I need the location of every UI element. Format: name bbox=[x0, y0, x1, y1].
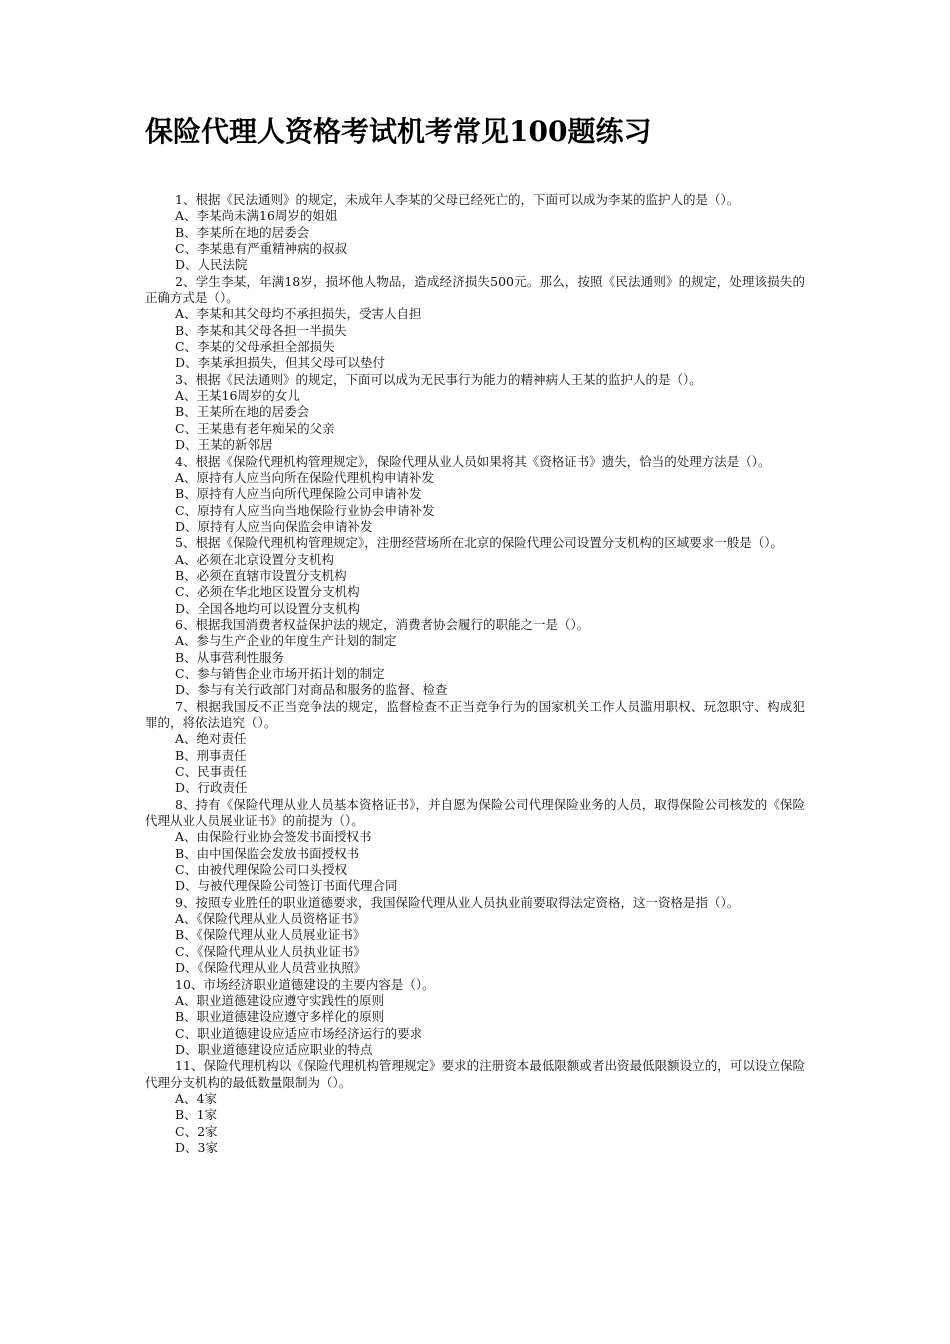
question-7 bbox=[145, 699, 805, 797]
question-stem: 4、根据《保险代理机构管理规定》，保险代理从业人员如果将其《资格证书》遗失，恰当的处理方法是（）。 bbox=[175, 453, 771, 469]
question-5 bbox=[145, 535, 805, 617]
question-9 bbox=[145, 895, 805, 977]
option-b: B、刑事责任 bbox=[175, 747, 247, 763]
option-b: B、职业道德建设应遵守多样化的原则 bbox=[175, 1009, 385, 1025]
option-c: C、李某患有严重精神病的叔叔 bbox=[175, 241, 348, 257]
option-a: A、李某尚未满16周岁的姐姐 bbox=[175, 208, 338, 224]
question-stem: 7、根据我国反不正当竞争法的规定，监督检查不正当竞争行为的国家机关工作人员滥用职权、玩忽职守、构成犯罪的，将依法追究（）。 bbox=[145, 698, 805, 730]
question-stem: 5、根据《保险代理机构管理规定》，注册经营场所在北京的保险代理公司设置分支机构的区域要求一般是（）。 bbox=[175, 535, 783, 551]
option-c: C、原持有人应当向当地保险行业协会申请补发 bbox=[175, 502, 435, 518]
question-3 bbox=[145, 372, 805, 454]
option-b: B、王某所在地的居委会 bbox=[175, 404, 310, 420]
question-10 bbox=[145, 977, 805, 1059]
option-c: C、职业道德建设应适应市场经济运行的要求 bbox=[175, 1025, 423, 1041]
option-d: D、《保险代理从业人员营业执照》 bbox=[175, 960, 367, 976]
option-d: D、参与有关行政部门对商品和服务的监督、检查 bbox=[175, 682, 448, 698]
option-b: B、李某所在地的居委会 bbox=[175, 224, 310, 240]
question-1 bbox=[145, 192, 805, 274]
question-stem: 9、按照专业胜任的职业道德要求，我国保险代理从业人员执业前要取得法定资格，这一资格是指（）。 bbox=[175, 894, 740, 910]
question-stem: 8、持有《保险代理从业人员基本资格证书》，并自愿为保险公司代理保险业务的人员，取得保险公司核发的《保险代理从业人员展业证书》的前提为（）。 bbox=[145, 796, 805, 829]
option-d: D、与被代理保险公司签订书面代理合同 bbox=[175, 878, 398, 894]
option-c: C、李某的父母承担全部损失 bbox=[175, 339, 335, 355]
option-d: D、李某承担损失，但其父母可以垫付 bbox=[175, 355, 386, 371]
option-b: B、从事营利性服务 bbox=[175, 649, 285, 665]
option-a: A、王某16周岁的女儿 bbox=[175, 388, 300, 404]
option-a: A、李某和其父母均不承担损失，受害人自担 bbox=[175, 306, 422, 322]
option-b: B、由中国保监会发放书面授权书 bbox=[175, 845, 360, 861]
option-d: D、行政责任 bbox=[175, 780, 248, 796]
option-c: C、王某患有老年痴呆的父亲 bbox=[175, 420, 335, 436]
question-stem: 2、学生李某，年满18岁，损坏他人物品，造成经济损失500元。那么，按照《民法通则》的规定，处理该损失的正确方式是（）。 bbox=[145, 273, 805, 306]
option-c: C、2家 bbox=[175, 1123, 218, 1139]
option-d: D、全国各地均可以设置分支机构 bbox=[175, 600, 361, 616]
option-a: A、职业道德建设应遵守实践性的原则 bbox=[175, 992, 385, 1008]
option-d: D、职业道德建设应适应职业的特点 bbox=[175, 1041, 373, 1057]
option-b: B、原持有人应当向所代理保险公司申请补发 bbox=[175, 486, 422, 502]
option-b: B、1家 bbox=[175, 1107, 218, 1123]
option-d: D、王某的新邻居 bbox=[175, 437, 273, 453]
question-stem: 10、市场经济职业道德建设的主要内容是（）。 bbox=[175, 976, 435, 992]
document-title: 保险代理人资格考试机考常见100题练习 bbox=[145, 115, 652, 148]
option-c: C、参与销售企业市场开拓计划的制定 bbox=[175, 665, 385, 681]
option-b: B、《保险代理从业人员展业证书》 bbox=[175, 927, 366, 943]
option-a: A、绝对责任 bbox=[175, 731, 247, 747]
question-stem: 1、根据《民法通则》的规定，未成年人李某的父母已经死亡的，下面可以成为李某的监护人的是（）。 bbox=[175, 192, 740, 207]
question-list bbox=[145, 192, 805, 1156]
question-2 bbox=[145, 274, 805, 372]
option-d: D、3家 bbox=[175, 1139, 218, 1155]
question-stem: 3、根据《民法通则》的规定，下面可以成为无民事行为能力的精神病人王某的监护人的是（）。 bbox=[175, 371, 702, 387]
option-c: C、必须在华北地区设置分支机构 bbox=[175, 584, 360, 600]
option-a: A、必须在北京设置分支机构 bbox=[175, 551, 335, 567]
question-4 bbox=[145, 454, 805, 536]
option-a: A、由保险行业协会签发书面授权书 bbox=[175, 829, 372, 845]
question-8 bbox=[145, 797, 805, 895]
option-a: A、4家 bbox=[175, 1090, 217, 1106]
option-b: B、李某和其父母各担一半损失 bbox=[175, 322, 347, 338]
question-stem: 6、根据我国消费者权益保护法的规定，消费者协会履行的职能之一是（）。 bbox=[175, 616, 590, 632]
option-d: D、人民法院 bbox=[175, 257, 248, 273]
option-c: C、由被代理保险公司口头授权 bbox=[175, 862, 348, 878]
option-a: A、原持有人应当向所在保险代理机构申请补发 bbox=[175, 469, 435, 485]
option-c: C、《保险代理从业人员执业证书》 bbox=[175, 943, 366, 959]
option-b: B、必须在直辖市设置分支机构 bbox=[175, 567, 347, 583]
option-a: A、《保险代理从业人员资格证书》 bbox=[175, 911, 366, 927]
option-a: A、参与生产企业的年度生产计划的制定 bbox=[175, 633, 397, 649]
question-stem: 11、保险代理机构以《保险代理机构管理规定》要求的注册资本最低限额或者出资最低限额设立的，可以设立保险代理分支机构的最低数量限制为（）。 bbox=[145, 1058, 805, 1090]
option-c: C、民事责任 bbox=[175, 764, 248, 780]
option-d: D、原持有人应当向保监会申请补发 bbox=[175, 518, 373, 534]
question-11 bbox=[145, 1058, 805, 1156]
question-6 bbox=[145, 617, 805, 699]
